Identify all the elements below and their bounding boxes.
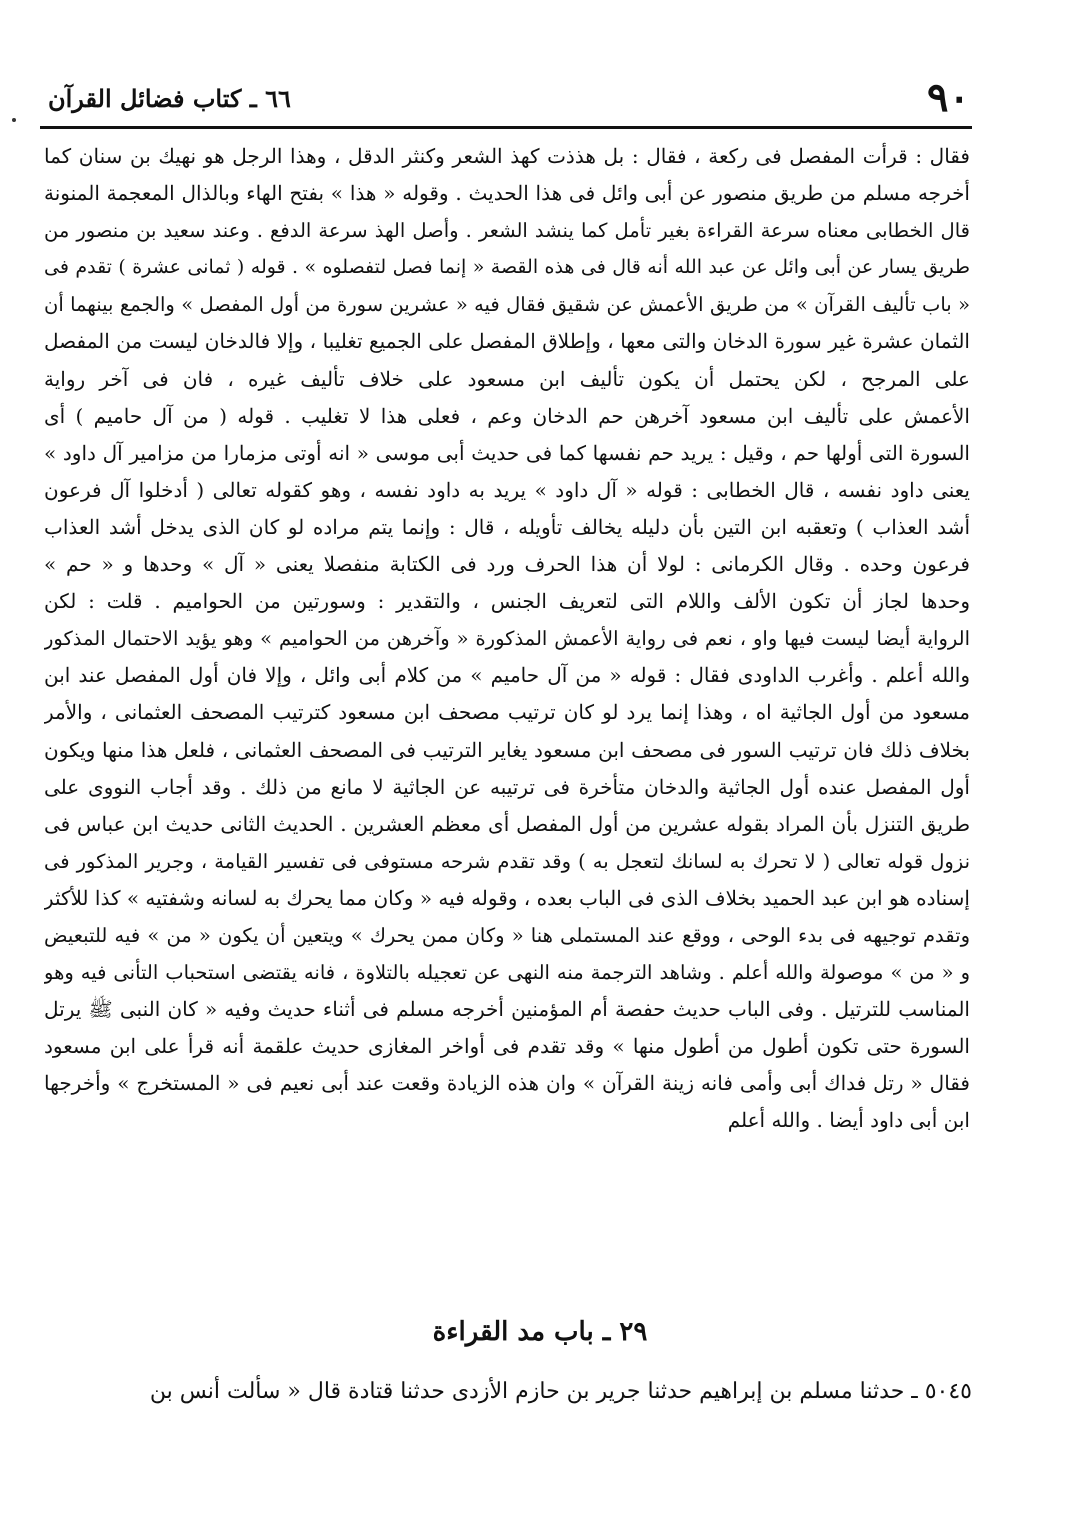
header-rule bbox=[40, 126, 972, 129]
text-line: فقال « رتل فداك أبى وأمى فانه زينة القرآن » وان هذه الزيادة وقعت عند أبى نعيم فى « المستخرج » وأخرجها bbox=[44, 1071, 970, 1096]
stray-ink-dot bbox=[12, 118, 16, 122]
text-line: فقال : قرأت المفصل فى ركعة ، فقال : بل هذذت كهذ الشعر وكنثر الدقل ، وهذا الرجل هو نهيك بن سنان كما bbox=[44, 144, 970, 168]
text-line: المناسب للترتيل . وفى الباب حديث حفصة أم المؤمنين أخرجه مسلم فى أثناء حديث وفيه « كان النبى ﷺ يرتل bbox=[44, 997, 970, 1022]
text-line: السورة حتى تكون أطول من أطول منها » وقد تقدم فى أواخر المغازى حديث علقمة أنه قرأ على ابن مسعود bbox=[44, 1034, 970, 1059]
text-line: على المرجح ، لكن يحتمل أن يكون تأليف ابن مسعود على خلاف تأليف غيره ، فان فى آخر رواية bbox=[44, 366, 970, 391]
text-line: ابن أبى داود أيضا . والله أعلم bbox=[727, 1108, 970, 1133]
text-line: السورة التى أولها حم ، وقيل : يريد حم نفسها كما فى حديث أبى موسى « انه أوتى مزمارا من مزامير آل داود » bbox=[44, 440, 970, 465]
text-line: أشد العذاب ) وتعقبه ابن التين بأن دليله يخالف تأويله ، قال : وإنما يتم مراده لو كان الذى يدخل أشد العذاب bbox=[44, 514, 970, 539]
running-title: ٦٦ ـ كتاب فضائل القرآن bbox=[48, 84, 291, 113]
text-line: طريق التنزل بأن المراد بقوله عشرين من أول المفصل أى معظم العشرين . الحديث الثانى حديث ابن عباس فى bbox=[44, 811, 970, 836]
text-line: « باب تأليف القرآن » من طريق الأعمش عن شقيق فقال فيه « عشرين سورة من أول المفصل » والجمع بينهما أن bbox=[44, 293, 970, 317]
text-line: الأعمش على تأليف ابن مسعود آخرهن حم الدخان وعم ، فعلى هذا لا تغليب . قوله ( من آل حاميم ) أى bbox=[44, 403, 970, 428]
chapter-heading: ٢٩ ـ باب مد القراءة bbox=[432, 1317, 648, 1347]
page-header bbox=[40, 74, 970, 124]
hadith-text: ٥٠٤٥ ـ حدثنا مسلم بن إبراهيم حدثنا جرير بن حازم الأزدى حدثنا قتادة قال « سألت أنس بن bbox=[149, 1379, 972, 1404]
page-number: ٩٠ bbox=[927, 74, 970, 121]
text-line: وحدها لجاز أن تكون الألف واللام التى لتعريف الجنس ، والتقدير : وسورتين من الحواميم . قلت : لكن bbox=[44, 589, 970, 614]
text-line: مسعود من أول الجاثية اه ، وهذا إنما يرد لو كان ترتيب مصحف ابن مسعود كترتيب المصحف العثمانى ، والأمر bbox=[44, 700, 970, 725]
text-line: بخلاف ذلك فان ترتيب السور فى مصحف ابن مسعود يغاير الترتيب فى المصحف العثمانى ، فلعل هذا منها ويكون bbox=[44, 737, 970, 762]
text-line: وتقدم توجيهه فى بدء الوحى ، ووقع عند المستملى هنا « وكان ممن يحرك » ويتعين أن يكون « من » فيه للتبعيض bbox=[44, 923, 970, 947]
text-line: طريق يسار عن أبى وائل عن عبد الله أنه قال فى هذه القصة « إنما فصل لتفصلوه » . قوله ( ثمانى عشرة ) تقدم فى bbox=[44, 256, 970, 279]
text-line: أول المفصل عنده أول الجاثية والدخان متأخرة فى ترتيبه عن الجاثية لا مانع من ذلك . وقد أجاب النووى على bbox=[44, 774, 970, 799]
text-line: فرعون وحده . وقال الكرمانى : لولا أن هذا الحرف ورد فى الكتابة منفصلا يعنى « آل » وحدها و « حم » bbox=[44, 552, 970, 577]
text-line: نزول قوله تعالى ( لا تحرك به لسانك لتعجل به ) وقد تقدم شرحه مستوفى فى تفسير القيامة ، وجرير المذكور فى bbox=[44, 849, 970, 873]
text-line: الرواية أيضا ليست فيها واو ، نعم فى رواية الأعمش المذكورة « وآخرهن من الحواميم » وهو يؤيد الاحتمال المذكور bbox=[44, 627, 970, 651]
text-line: الثمان عشرة غير سورة الدخان والتى معها ، وإطلاق المفصل على الجميع تغليبا ، وإلا فالدخان ليست من المفصل bbox=[44, 329, 970, 354]
text-line: قال الخطابى معناه سرعة القراءة بغير تأمل كما ينشد الشعر . وأصل الهذ سرعة الدفع . وعند سعيد بن منصور من bbox=[44, 219, 970, 243]
text-line: إسناده هو ابن عبد الحميد بخلاف الذى فى الباب بعده ، وقوله فيه « وكان مما يحرك به لسانه وشفتيه » كذا للأكثر bbox=[44, 885, 970, 910]
text-line: يعنى داود نفسه ، قال الخطابى : قوله « آل داود » يريد به داود نفسه ، وهو كقوله تعالى ( أدخلوا آل فرعون bbox=[44, 477, 970, 502]
text-line: أخرجه مسلم من طريق منصور عن أبى وائل فى هذا الحديث . وقوله « هذا » بفتح الهاء وبالذال المعجمة المنونة bbox=[44, 181, 970, 206]
text-line: و « من » موصولة والله أعلم . وشاهد الترجمة منه النهى عن تعجيله بالتلاوة ، فانه يقتضى استحباب التأنى فيه وهو bbox=[44, 961, 970, 985]
commentary-text bbox=[44, 138, 970, 1140]
text-line: والله أعلم . وأغرب الداودى فقال : قوله « من آل حاميم » من كلام أبى وائل ، وإلا فان أول المفصل عند ابن bbox=[44, 663, 970, 688]
